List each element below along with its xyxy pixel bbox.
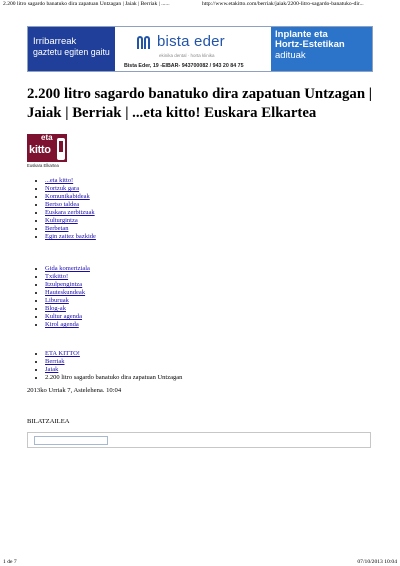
menu-link[interactable]: Kultur agenda [45, 313, 83, 320]
menu-item [45, 201, 96, 209]
breadcrumb-item [45, 358, 182, 366]
page-title: 2.200 litro sagardo banatuko dira zapatuan Untzagan | Jaiak | Berriak | ...eta kitto! Euskara Elkartea [27, 86, 373, 121]
menu-link[interactable]: Euskara zerbitzuak [45, 209, 95, 216]
advertisement-banner[interactable] [27, 26, 373, 72]
menu-link[interactable]: ...eta kitto! [45, 177, 74, 184]
menu-link[interactable]: Komunikabideak [45, 193, 90, 200]
breadcrumb [45, 350, 182, 382]
menu-link[interactable]: Nortzuk gara [45, 185, 80, 192]
menu-link[interactable]: Hauteskundeak [45, 289, 86, 296]
breadcrumb-item [45, 350, 182, 358]
banner-right-panel [271, 27, 372, 71]
menu-item [45, 297, 90, 305]
menu-item [45, 321, 90, 329]
menu-link[interactable]: Gida komertziala [45, 265, 90, 272]
bista-eder-mark-icon [137, 34, 153, 49]
breadcrumb-link[interactable]: Jaiak [45, 366, 59, 373]
menu-item [45, 233, 96, 241]
menu-item [45, 185, 96, 193]
menu-link[interactable]: Liburuak [45, 297, 69, 304]
print-footer [0, 558, 400, 566]
breadcrumb-link[interactable]: ETA KITTO! [45, 350, 80, 357]
menu-item [45, 313, 90, 321]
site-logo[interactable] [27, 134, 67, 168]
menu-link[interactable]: Egin zaitez bazkide [45, 233, 96, 240]
secondary-menu [45, 265, 90, 329]
banner-brand: bista eder [157, 33, 225, 50]
search-input[interactable] [34, 436, 108, 445]
banner-address: Bista Eder, 19 -EIBAR- 943700082 / 943 20 84 75 [124, 63, 244, 69]
banner-brand-subtitle: ekinika dental · horta klinika [159, 53, 215, 58]
banner-right-line1: Inplante eta [275, 29, 328, 40]
print-header [0, 0, 400, 9]
menu-item [45, 209, 96, 217]
print-header-title: 2.200 litro sagardo banatuko dira zapatuan Untzagan | Jaiak | Berriak | ...... [3, 1, 170, 7]
menu-item [45, 273, 90, 281]
article-date: 2013ko Urriak 7, Astelehena. 10:04 [27, 387, 122, 394]
main-menu [45, 177, 96, 241]
banner-left-line1: Irribarreak [33, 36, 77, 47]
menu-item [45, 305, 90, 313]
breadcrumb-link[interactable]: Berriak [45, 358, 65, 365]
bista-eder-logo [137, 33, 225, 50]
logo-word-eta: eta [41, 134, 53, 142]
menu-link[interactable]: Berbetan [45, 225, 69, 232]
banner-left-panel [28, 27, 115, 71]
breadcrumb-current: • 2.200 litro sagardo banatuko dira zapatuan Untzagan [45, 374, 182, 382]
banner-left-line2: gaztetu egiten gaitu [33, 47, 110, 57]
menu-item [45, 281, 90, 289]
page-counter: 1 de 7 [3, 559, 17, 565]
menu-item [45, 225, 96, 233]
logo-word-kitto: kitto [29, 144, 51, 156]
menu-link[interactable]: Kulturgintza [45, 217, 78, 224]
banner-right-line3: adituak [275, 50, 306, 61]
print-datetime: 07/10/2013 10:04 [357, 559, 397, 565]
menu-link[interactable]: Kirol agenda [45, 321, 79, 328]
print-header-url: http://www.etakitto.com/berriak/jaiak/2200-litro-sagardo-banatuko-dir... [202, 1, 364, 7]
menu-item [45, 193, 96, 201]
banner-center-panel [115, 27, 271, 71]
menu-link[interactable]: Bertso taldea [45, 201, 80, 208]
menu-link[interactable]: Itzulpengintza [45, 281, 83, 288]
menu-item [45, 217, 96, 225]
logo-caption: Euskara Elkartea [27, 163, 59, 168]
search-box [27, 432, 371, 448]
exclamation-icon [57, 138, 65, 160]
menu-item [45, 289, 90, 297]
menu-item [45, 177, 96, 185]
eta-kitto-logo-icon [27, 134, 67, 162]
banner-right-line2: Hortz-Estetikan [275, 39, 345, 50]
menu-link[interactable]: Blog-ak [45, 305, 66, 312]
menu-item [45, 265, 90, 273]
search-title: BILATZAILEA [27, 418, 70, 425]
breadcrumb-item [45, 366, 182, 374]
menu-link[interactable]: Txikitto! [45, 273, 69, 280]
